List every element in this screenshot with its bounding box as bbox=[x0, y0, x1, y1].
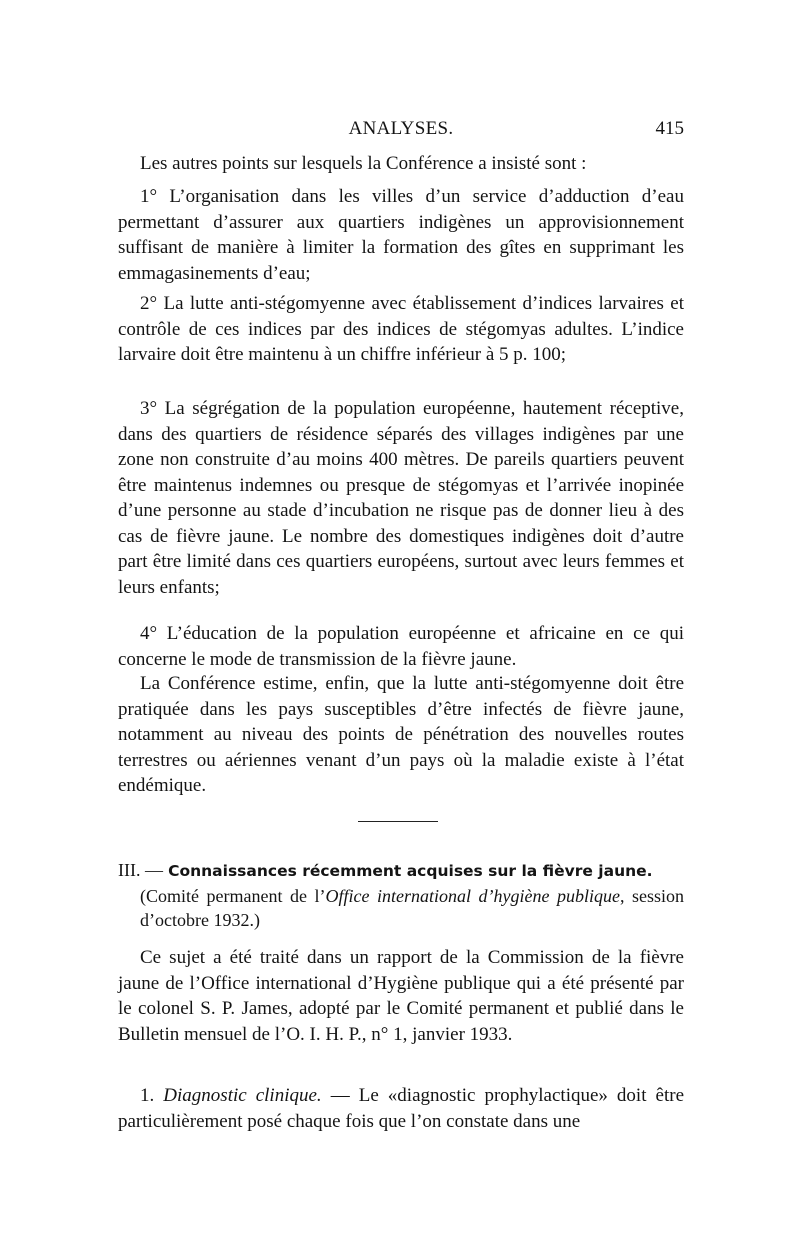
page-number: 415 bbox=[655, 118, 684, 139]
section-title: Connaissances récemment acquises sur la fièvre jaune. bbox=[168, 862, 653, 880]
paragraph-point-2: 2° La lutte anti-stégomyenne avec établissement d’indices larvaires et contrôle de ces indices par des indices de stégomyas adultes. L’indice larvaire doit être maintenu à un chiffre inférieur à 5 p. 100; bbox=[118, 293, 684, 365]
paragraph-point-3: 3° La ségrégation de la population européenne, hautement réceptive, dans des quartiers de résidence séparés des villages indigènes par une zone non construite d’au moins 400 mètres. De pareils quartiers peuvent être maintenus indemnes ou presque de stégomyas et l’arrivée inopinée d’une personne au stade d’incubation ne risque pas de donner lieu à des cas de fièvre jaune. Le nombre des domestiques indigènes doit d’autre part être limité dans ces quartiers européens, surtout avec leurs femmes et leurs enfants; bbox=[118, 398, 684, 598]
paragraph-report: Ce sujet a été traité dans un rapport de la Commission de la fièvre jaune de l’Office international d’Hygiène publique qui a été présenté par le colonel S. P. James, adopté par le Comité permanent et publié dans le Bulletin mensuel de l’O. I. H. P., n° 1, janvier 1933. bbox=[118, 947, 684, 1045]
diagnostic-number: 1. bbox=[140, 1085, 155, 1106]
section-source-post: , session d’octobre 1932.) bbox=[140, 886, 684, 930]
section-source-italic: Office international d’hygiène publique bbox=[325, 886, 620, 906]
diagnostic-heading: Diagnostic clinique. bbox=[163, 1085, 322, 1106]
paragraph-point-4: 4° L’éducation de la population européenne et africaine en ce qui concerne le mode de transmission de la fièvre jaune. bbox=[118, 623, 684, 670]
section-number: III. — bbox=[118, 860, 163, 880]
paragraph-diagnostic bbox=[118, 1083, 684, 1134]
section-heading bbox=[118, 858, 684, 883]
section-source-pre: (Comité permanent de l’ bbox=[140, 886, 326, 906]
diagnostic-text: — Le «diagnostic prophylactique» doit être particulièrement posé chaque fois que l’on constate dans une bbox=[118, 1085, 684, 1132]
paragraph-intro: Les autres points sur lesquels la Conférence a insisté sont : bbox=[140, 153, 587, 174]
section-divider bbox=[358, 821, 438, 822]
running-header bbox=[118, 118, 684, 146]
running-title: ANALYSES. bbox=[348, 118, 454, 139]
paragraph-conclusion: La Conférence estime, enfin, que la lutte anti-stégomyenne doit être pratiquée dans les pays susceptibles d’être infectés de fièvre jaune, notamment au niveau des points de pénétration des nouvelles routes terrestres ou aériennes venant d’un pays où la maladie existe à l’état endémique. bbox=[118, 673, 684, 796]
section-source bbox=[140, 884, 684, 932]
paragraph-point-1: 1° L’organisation dans les villes d’un service d’adduction d’eau permettant d’assurer aux quartiers indigènes un approvisionnement suffisant de manière à limiter la formation des gîtes en supprimant les emmagasinements d’eau; bbox=[118, 186, 684, 284]
